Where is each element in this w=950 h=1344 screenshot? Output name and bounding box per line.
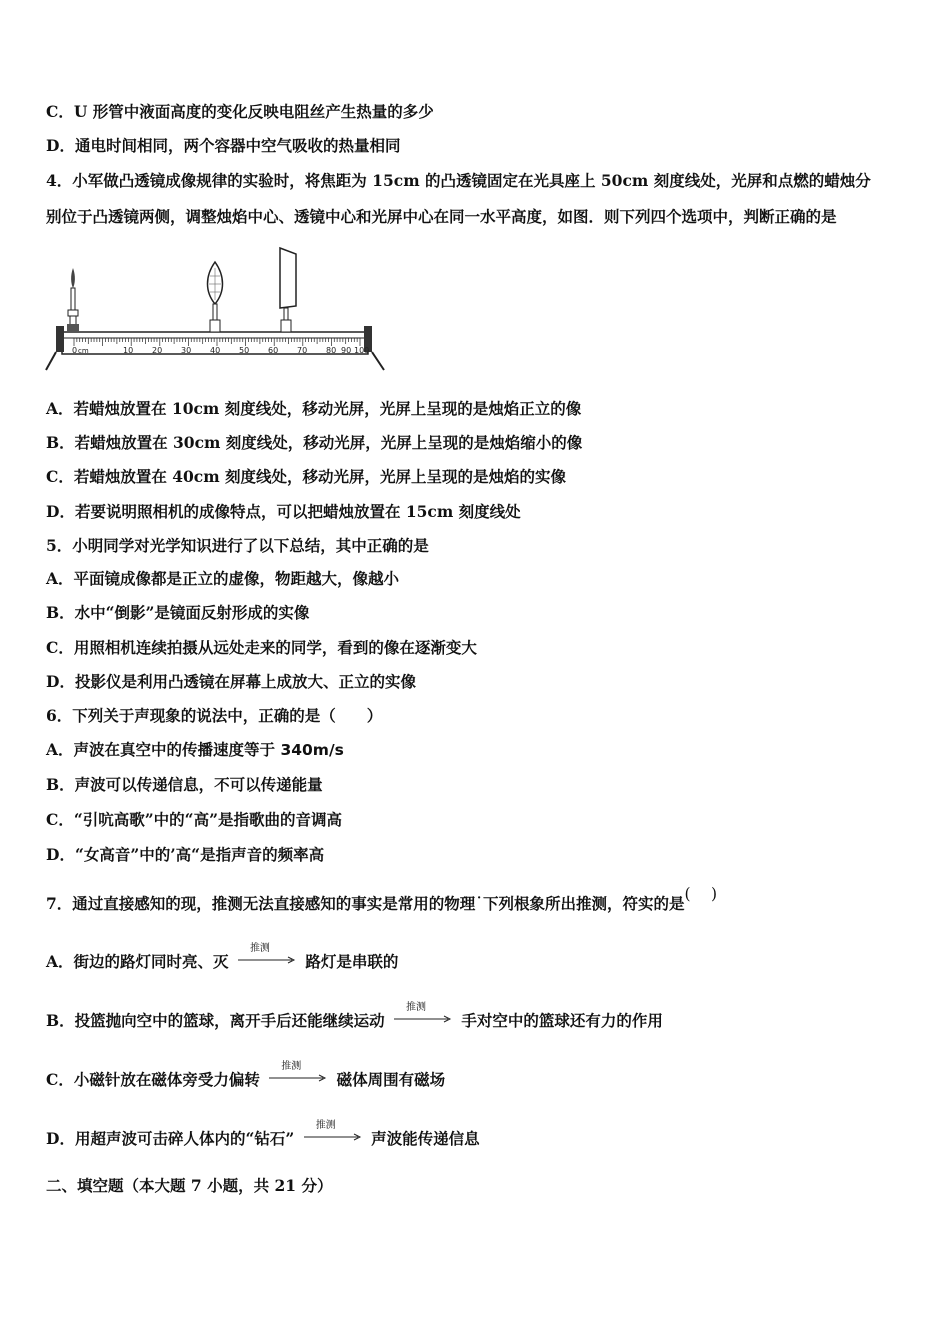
unit-label: cm xyxy=(78,347,89,355)
optical-bench-figure xyxy=(44,246,389,374)
tick-label-60: 60 xyxy=(268,346,279,355)
q4-option-d: D．若要说明照相机的成像特点，可以把蜡烛放置在 15cm 刻度线处 xyxy=(46,502,521,521)
q4-option-c: C．若蜡烛放置在 40cm 刻度线处，移动光屏，光屏上呈现的是烛焰的实像 xyxy=(46,467,567,486)
candle-flame xyxy=(71,268,75,288)
q6-option-a-value: 340m/s xyxy=(280,741,344,759)
q7-option-d-right: 声波能传递信息 xyxy=(371,1129,480,1148)
left-leg xyxy=(46,352,56,370)
infer-arrow-label: 推测 xyxy=(281,1061,302,1072)
infer-arrow xyxy=(304,1120,362,1150)
q6-stem: 6．下列关于声现象的说法中，正确的是（ ） xyxy=(46,706,383,725)
q5-option-c: C．用照相机连续拍摄从远处走来的同学，看到的像在逐渐变大 xyxy=(46,638,477,657)
q7-option-a xyxy=(46,943,399,973)
q4-stem-line2: 别位于凸透镜两侧，调整烛焰中心、透镜中心和光屏中心在同一水平高度，如图．则下列四个选项中，判断正确的是 xyxy=(46,207,837,226)
q7-option-c-right: 磁体周围有磁场 xyxy=(336,1070,446,1089)
q6-option-d: D．“女高音”中的’高“是指声音的频率高 xyxy=(46,845,325,864)
tick-label-20: 20 xyxy=(152,346,163,355)
q5-stem: 5．小明同学对光学知识进行了以下总结，其中正确的是 xyxy=(46,536,429,555)
q7-option-b-left: B．投篮抛向空中的篮球，离开手后还能继续运动 xyxy=(46,1011,385,1030)
q7-option-b xyxy=(46,1002,663,1032)
tick-label-90: 90 xyxy=(341,346,352,355)
right-arrow-icon xyxy=(304,1132,362,1142)
infer-arrow xyxy=(394,1002,452,1032)
q6-option-c: C．“引吭高歌”中的“高”是指歌曲的音调高 xyxy=(46,810,342,829)
q6-option-a xyxy=(46,740,344,760)
infer-arrow xyxy=(238,943,296,973)
candle xyxy=(67,268,79,332)
right-arrow-icon xyxy=(238,955,296,965)
q7-option-c xyxy=(46,1061,446,1091)
screen-panel xyxy=(280,248,296,308)
tick-label-80: 80 xyxy=(326,346,337,355)
q7-answer-paren: ( ) xyxy=(684,885,718,903)
tick-label-0: 0 xyxy=(72,346,78,355)
q7-option-d xyxy=(46,1120,480,1150)
q6-option-b: B．声波可以传递信息，不可以传递能量 xyxy=(46,775,323,794)
q7-option-c-left: C．小磁针放在磁体旁受力偏转 xyxy=(46,1070,260,1089)
q7-stem xyxy=(46,885,718,914)
q4-option-a: A．若蜡烛放置在 10cm 刻度线处，移动光屏，光屏上呈现的是烛焰正立的像 xyxy=(46,399,582,418)
q7-option-d-left: D．用超声波可击碎人体内的“钻石” xyxy=(46,1129,295,1148)
light-screen xyxy=(280,248,296,332)
q3-option-c: C．U 形管中液面高度的变化反映电阻丝产生热量的多少 xyxy=(46,102,434,121)
tick-label-70: 70 xyxy=(297,346,308,355)
q5-option-b: B．水中“倒影”是镜面反射形成的实像 xyxy=(46,603,310,622)
tick-label-10: 10 xyxy=(123,346,134,355)
q7-option-a-right: 路灯是串联的 xyxy=(305,952,399,971)
infer-arrow-label: 推测 xyxy=(315,1120,336,1131)
q4-option-b: B．若蜡烛放置在 30cm 刻度线处，移动光屏，光屏上呈现的是烛焰缩小的像 xyxy=(46,433,583,452)
tick-label-50: 50 xyxy=(239,346,250,355)
right-arrow-icon xyxy=(269,1073,327,1083)
tick-label-100: 100 xyxy=(354,346,370,355)
tick-label-30: 30 xyxy=(181,346,192,355)
section2-title: 二、填空题（本大题 7 小题，共 21 分） xyxy=(46,1176,333,1195)
q6-option-a-text: A．声波在真空中的传播速度等于 xyxy=(46,740,281,759)
infer-arrow xyxy=(269,1061,327,1091)
q7-option-a-left: A．街边的路灯同时亮、灭 xyxy=(46,952,229,971)
q7-stem-text: 7．通过直接感知的现，推测无法直接感知的事实是常用的物理˙下列根象所出推测，符实的是 xyxy=(46,894,685,913)
q3-option-d: D．通电时间相同，两个容器中空气吸收的热量相同 xyxy=(46,136,401,155)
right-leg xyxy=(372,352,384,370)
tick-label-40: 40 xyxy=(210,346,221,355)
q7-option-b-right: 手对空中的篮球还有力的作用 xyxy=(461,1011,663,1030)
q5-option-a: A．平面镜成像都是正立的虚像，物距越大，像越小 xyxy=(46,569,400,588)
right-arrow-icon xyxy=(394,1014,452,1024)
convex-lens xyxy=(208,262,223,332)
left-end-block xyxy=(56,326,64,352)
infer-arrow-label: 推测 xyxy=(406,1002,427,1013)
q5-option-d: D．投影仪是利用凸透镜在屏幕上成放大、正立的实像 xyxy=(46,672,416,691)
q4-stem-line1: 4．小军做凸透镜成像规律的实验时，将焦距为 15cm 的凸透镜固定在光具座上 50cm 刻度线处，光屏和点燃的蜡烛分 xyxy=(46,171,871,190)
infer-arrow-label: 推测 xyxy=(249,943,270,954)
